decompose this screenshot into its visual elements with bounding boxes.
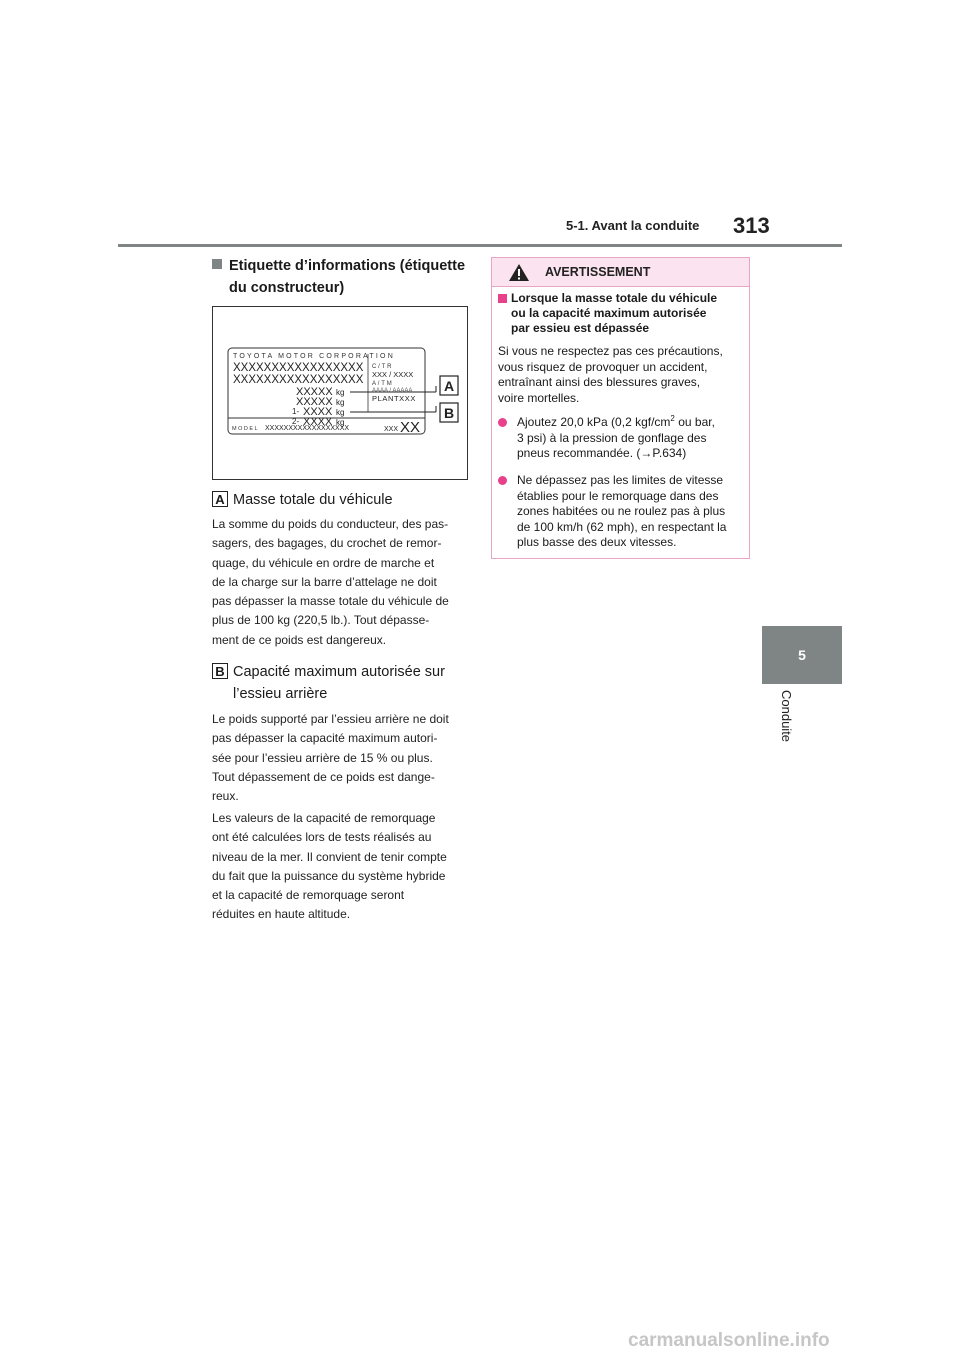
text-line: [517, 446, 742, 462]
section-heading: 5-1. Avant la conduite: [566, 218, 700, 233]
callout-a-letter: A: [443, 378, 455, 394]
text-line: pas dépasser la capacité maximum autori-: [212, 731, 438, 746]
towing-note: [212, 809, 468, 925]
text-line: sagers, des bagages, du crochet de remor-: [212, 536, 442, 551]
text-line: niveau de la mer. Il convient de tenir compte: [212, 849, 447, 864]
text-line: réduites en haute altitude.: [212, 907, 351, 922]
warning-title: AVERTISSEMENT: [545, 265, 651, 279]
chapter-label: [779, 690, 809, 756]
fig-vin-1: XXXXXXXXXXXXXXXXX: [233, 362, 364, 374]
item-b-description: [212, 710, 468, 806]
text-line: voire mortelles.: [498, 390, 580, 405]
pink-dot-bullet-icon: [498, 418, 507, 427]
fig-weight-1: XXXXX: [296, 386, 333, 398]
fig-unit-1: kg: [336, 388, 345, 397]
pink-dot-bullet-icon: [498, 476, 507, 485]
fig-model-value: XXXXXXXXXXXXXXXXXX: [265, 425, 350, 432]
text-line: de la charge sur la barre d’attelage ne doit: [212, 574, 437, 589]
item-a-badge-letter: A: [215, 491, 225, 507]
page-number: 313: [733, 213, 770, 238]
text-line: [517, 415, 742, 431]
item-b-badge: [212, 663, 228, 679]
text-line: et la capacité de remorquage seront: [212, 888, 405, 903]
fig-plant: PLANTXXX: [372, 394, 416, 403]
text-line: plus basse des deux vitesses.: [517, 535, 677, 549]
fig-weight-3: XXXX: [303, 406, 333, 418]
warning-subtitle: [498, 291, 740, 336]
text-line: ont été calculées lors de tests réalisés au: [212, 830, 432, 845]
callout-b-letter: B: [443, 405, 455, 421]
fig-atm-label: A/TM: [372, 381, 394, 387]
fig-ctr-label: C/TR: [372, 364, 394, 370]
item-b-title-line: l’essieu arrière: [233, 686, 328, 702]
page-reference-link[interactable]: P.634): [652, 446, 687, 460]
fig-model-label: MODEL: [232, 426, 260, 432]
fig-unit-2: kg: [336, 398, 345, 407]
fig-manufacturer: TOYOTA MOTOR CORPORATION: [233, 353, 395, 360]
warning-subtitle-line: par essieu est dépassée: [511, 321, 650, 335]
fig-unit-4: kg: [336, 418, 345, 427]
chapter-label-text: Conduite: [779, 690, 794, 743]
fig-weight-4-prefix: 2-: [292, 417, 300, 426]
item-a-title: Masse totale du véhicule: [233, 492, 393, 508]
text-line: entraînant ainsi des blessures graves,: [498, 375, 701, 389]
label-figure: [212, 306, 468, 480]
item-b-title: [233, 661, 445, 705]
text-line: 3 psi) à la pression de gonflage des: [517, 430, 707, 445]
item-a-description: [212, 515, 468, 650]
fig-model-code-small: XXX: [384, 426, 399, 433]
text-line: du fait que la puissance du système hybride: [212, 868, 446, 883]
fig-atm-value: AAAA / AAAAA: [372, 388, 413, 394]
text-line: de 100 km/h (62 mph), en respectant la: [517, 519, 727, 534]
text-line: plus de 100 kg (220,5 lb.). Tout dépasse-: [212, 613, 430, 628]
text-line: Si vous ne respectez pas ces précautions,: [498, 344, 723, 358]
text-line: ment de ce poids est dangereux.: [212, 632, 387, 647]
text-line: établies pour le remorquage dans des: [517, 488, 719, 503]
label-illustration: [212, 306, 468, 480]
superscript: 2: [670, 414, 675, 423]
item-b-title-line: Capacité maximum autorisée sur: [233, 664, 445, 680]
section-title: [212, 255, 470, 299]
warning-subtitle-line: ou la capacité maximum autorisée: [511, 306, 707, 320]
fig-weight-3-prefix: 1-: [292, 407, 300, 416]
text-line: Le poids supporté par l’essieu arrière ne doit: [212, 712, 449, 726]
warning-box: [491, 257, 750, 559]
text-line: Les valeurs de la capacité de remorquage: [212, 811, 436, 825]
text-fragment: pneus recommandée. (: [517, 446, 641, 460]
fig-weight-2: XXXXX: [296, 396, 333, 408]
text-line: sée pour l’essieu arrière de 15 % ou plus.: [212, 750, 433, 765]
chapter-number: 5: [798, 647, 806, 663]
text-fragment: Ajoutez 20,0 kPa (0,2 kgf/cm: [517, 415, 671, 429]
section-title-text: Etiquette d’informations (étiquette du constructeur): [229, 258, 466, 296]
arrow-right-icon: →: [640, 446, 653, 460]
watermark: carmanualsonline.info: [628, 1330, 830, 1351]
header-rule: [118, 244, 842, 247]
fig-weight-4: XXXX: [303, 416, 333, 428]
text-line: reux.: [212, 789, 239, 804]
warning-body: [498, 344, 742, 406]
square-bullet-icon: [212, 259, 222, 269]
warning-bullet-pressure: [498, 415, 742, 462]
text-fragment: ou bar,: [674, 415, 715, 429]
text-line: Tout dépassement de ce poids est dange-: [212, 769, 435, 784]
text-line: quage, du véhicule en ordre de marche et: [212, 555, 435, 570]
text-line: vous risquez de provoquer un accident,: [498, 359, 708, 374]
fig-unit-3: kg: [336, 408, 345, 417]
fig-model-code-big: XX: [400, 419, 421, 436]
item-a-badge: [212, 491, 228, 507]
fig-ctr-value: XXX / XXXX: [372, 370, 414, 379]
fig-vin-2: XXXXXXXXXXXXXXXXX: [233, 374, 364, 386]
text-line: Ne dépassez pas les limites de vitesse: [517, 473, 724, 487]
warning-bullet-speed: [498, 473, 742, 551]
text-line: pas dépasser la masse totale du véhicule de: [212, 594, 449, 609]
chapter-tab[interactable]: [762, 626, 842, 684]
warning-triangle-icon: [508, 263, 530, 282]
pink-square-bullet-icon: [498, 294, 507, 303]
warning-header: [492, 258, 749, 287]
warning-subtitle-line: Lorsque la masse totale du véhicule: [511, 291, 718, 305]
text-line: zones habitées ou ne roulez pas à plus: [517, 504, 726, 518]
text-line: La somme du poids du conducteur, des pas-: [212, 517, 449, 531]
item-b-badge-letter: B: [215, 663, 225, 679]
